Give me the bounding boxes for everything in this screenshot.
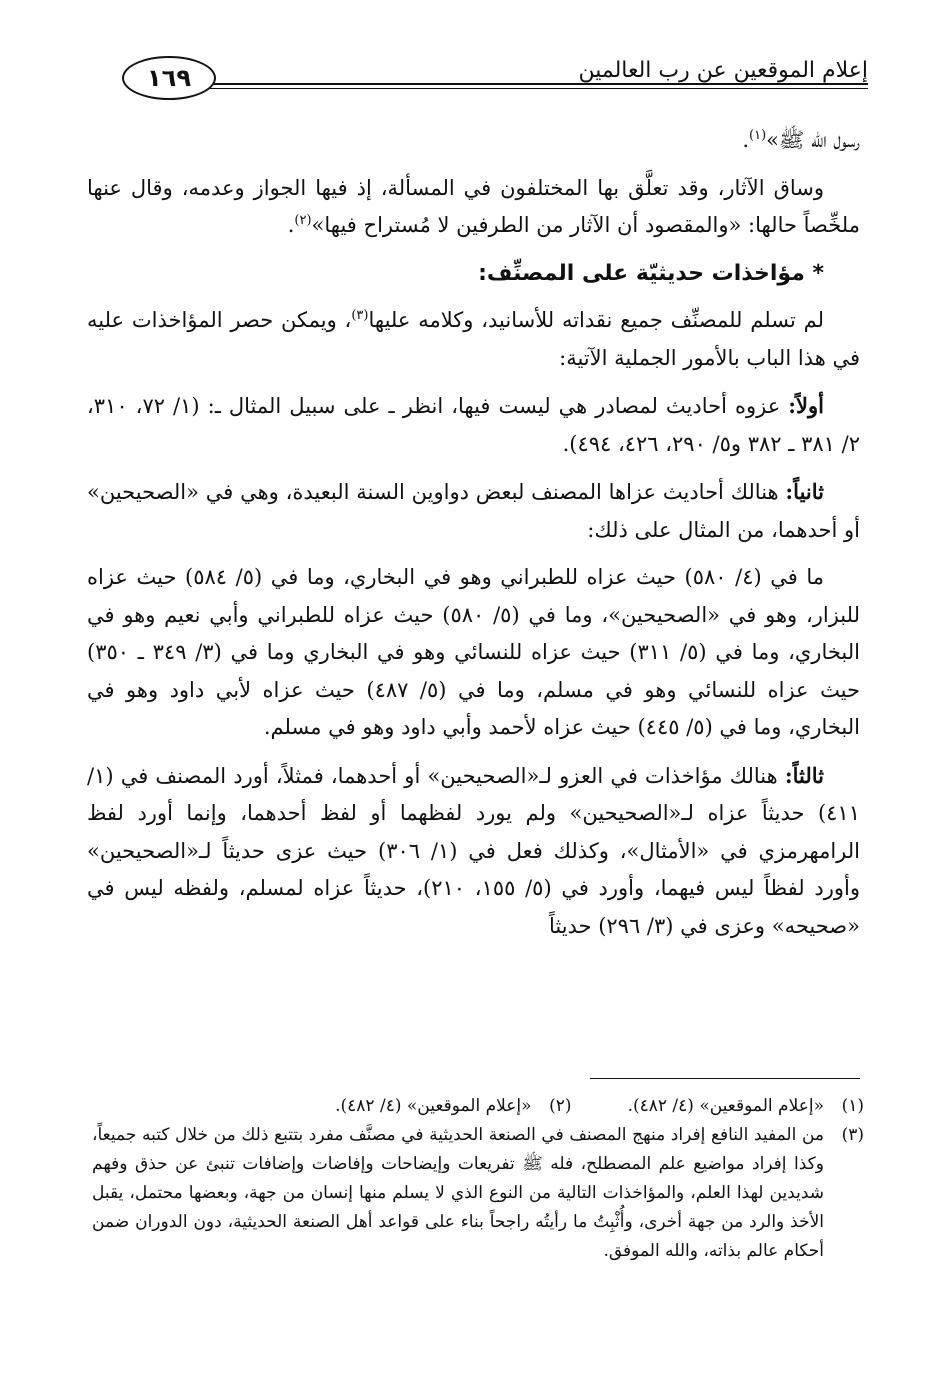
paragraph-1 bbox=[87, 122, 860, 160]
section-heading: * مؤاخذات حديثيّة على المصنِّف: bbox=[478, 260, 824, 286]
footnote-3-number: (٣) bbox=[841, 1125, 864, 1145]
footnote-ref-2: (٢) bbox=[294, 213, 312, 228]
running-title: إعلام الموقعين عن رب العالمين bbox=[578, 58, 868, 83]
footnote-2-text: «إعلام الموقعين» (٤/ ٤٨٢). bbox=[335, 1096, 532, 1116]
point-third-text: هنالك مؤاخذات في العزو لـ«الصحيحين» أو أحدهما، فمثلاً، أورد المصنف في (١/ ٤١١) حديثاً عزاه لـ«الصحيحين» ولم يورد لفظهما أو لفظ أحدهما، وإنما أورد لفظ الرامهرمزي في «الأمثال»، وكذلك فعل في (١/ ٣٠٦) حيث عزى حديثاً لـ«الصحيحين» وأورد لفظاً ليس فيهما، وأورد في (٥/ ١٥٥، ٢١٠)، حديثاً عزاه لمسلم، ولفظه ليس في «صحيحه» وعزى في (٣/ ٢٩٦) حديثاً bbox=[87, 763, 860, 938]
footnotes bbox=[92, 1092, 864, 1266]
point-first-lead: أولاً: bbox=[788, 393, 824, 418]
paragraph-1-text: رسول الله ﷺ» bbox=[766, 128, 860, 152]
point-third bbox=[87, 757, 860, 946]
footnote-3 bbox=[92, 1121, 864, 1266]
paragraph-examples: ما في (٤/ ٥٨٠) حيث عزاه للطبراني وهو في البخاري، وما في (٥/ ٥٨٤) حيث عزاه للبزار، وهو في «الصحيحين»، وما في (٥/ ٥٨٠) حيث عزاه للطبراني وأبي نعيم وهو في البخاري، وما في (٥/ ٣١١) حيث عزاه للنسائي وهو في البخاري وما في (٣/ ٣٤٩ ـ ٣٥٠) حيث عزاه للنسائي وهو في مسلم، وما في (٥/ ٤٨٧) حيث عزاه لأبي داود وهو في البخاري، وما في (٥/ ٤٤٥) حيث عزاه لأحمد وأبي داود وهو في مسلم. bbox=[87, 565, 861, 739]
paragraph-3 bbox=[87, 302, 860, 377]
footnote-2 bbox=[335, 1092, 571, 1121]
footnote-ref-3: (٣) bbox=[351, 308, 369, 323]
paragraph-3-rest: ، ويمكن حصر المؤاخذات عليه في هذا الباب بالأمور الجملية الآتية: bbox=[87, 308, 860, 370]
footnote-1 bbox=[628, 1092, 864, 1121]
point-second bbox=[87, 473, 860, 549]
point-third-lead: ثالثاً: bbox=[784, 762, 824, 788]
footnote-1-number: (١) bbox=[841, 1096, 864, 1116]
footnote-ref-1: (١) bbox=[749, 128, 767, 143]
page-header bbox=[88, 44, 868, 96]
point-second-lead: ثانياً: bbox=[785, 479, 824, 504]
paragraph-2-end: . bbox=[287, 213, 295, 237]
header-rule bbox=[168, 83, 868, 89]
paragraph-1-end: . bbox=[742, 128, 750, 152]
footnote-2-number: (٢) bbox=[549, 1096, 572, 1116]
paragraph-3-text: لم تسلم للمصنِّف جميع نقداته للأسانيد، وكلامه عليها bbox=[368, 308, 824, 332]
point-first bbox=[87, 387, 860, 463]
paragraph-2 bbox=[87, 170, 860, 245]
page-number: ١٦٩ bbox=[122, 56, 216, 100]
main-text bbox=[87, 122, 860, 955]
point-first-text: عزوه أحاديث لمصادر هي ليست فيها، انظر ـ على سبيل المثال ـ: (١/ ٧٢، ٣١٠، ٢/ ٣٨١ ـ ٣٨٢ و٥/ ٢٩٠، ٤٢٦، ٤٩٤). bbox=[87, 394, 860, 456]
paragraph-2-text: وساق الآثار، وقد تعلَّق بها المختلفون في المسألة، إذ فيها الجواز وعدمه، وقال عنها ملخِّصاً حالها: «والمقصود أن الآثار من الطرفين لا مُستراح فيها» bbox=[87, 175, 860, 237]
point-second-text: هنالك أحاديث عزاها المصنف لبعض دواوين السنة البعيدة، وهي في «الصحيحين» أو أحدهما، من المثال على ذلك: bbox=[87, 480, 860, 542]
footnote-row-1-2 bbox=[92, 1092, 864, 1121]
footnote-1-text: «إعلام الموقعين» (٤/ ٤٨٢). bbox=[627, 1096, 824, 1116]
footnote-3-text: من المفيد النافع إفراد منهج المصنف في الصنعة الحديثية في مصنَّف مفرد بتتبع ذلك من خلال كتبه جميعاً، وكذا إفراد مواضيع علم المصطلح، فله ﷺ تفريعات وإيضاحات وإفاضات وإضافات تنبئ عن حذق وفهم شديدين لهذا العلم، والمؤاخذات التالية من النوع الذي لا يسلم منها إنسان من جهة، وبعضها محتمل، يقبل الأخذ والرد من جهة أخرى، وأُثْبِتُ ما رأيتُه راجحاً بناء على قواعد أهل الصنعة الحديثية، دون الدوران ضمن أحكام عالم بذاته، والله الموفق. bbox=[92, 1125, 824, 1261]
footnote-separator bbox=[590, 1078, 860, 1079]
